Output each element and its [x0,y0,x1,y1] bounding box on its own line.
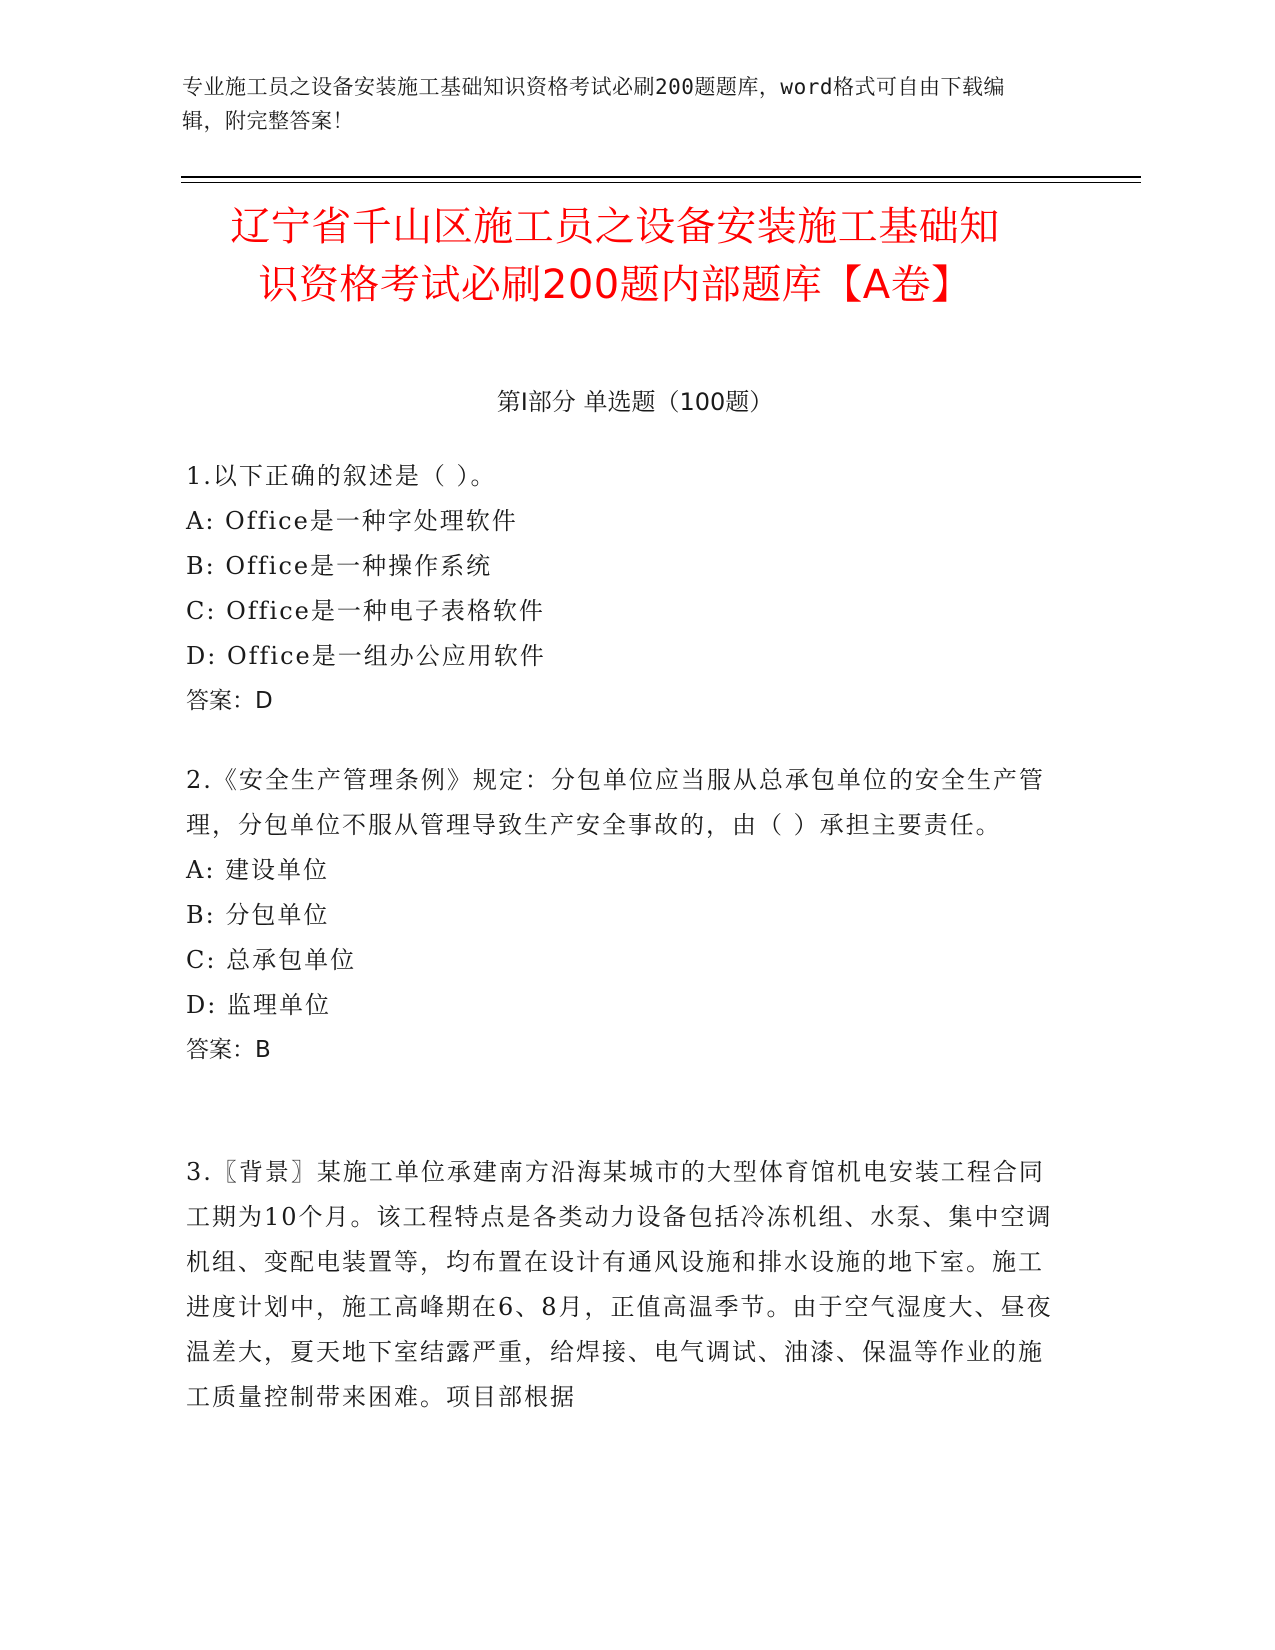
option-c: C: Office是一种电子表格软件 [186,597,545,625]
document-title-line-2: 识资格考试必刷200题内部题库【A卷】 [258,262,972,308]
header-note: 专业施工员之设备安装施工基础知识资格考试必刷200题题库，word格式可自由下载编辑，附完整答案！ [182,75,1005,133]
question-2 [186,758,1056,1073]
option-a: A: Office是一种字处理软件 [186,507,518,535]
header-divider [181,176,1141,178]
answer-label: 答案： [186,688,255,714]
option-b: B: Office是一种操作系统 [186,552,493,580]
answer-value: B [255,1037,271,1063]
header-divider-thin [181,182,1141,183]
option-d: D: 监理单位 [186,991,331,1019]
section-heading: 第I部分 单选题（100题） [496,388,774,416]
question-stem: 1.以下正确的叙述是（ ）。 [186,462,497,490]
answer-line [186,1028,1056,1073]
option-c: C: 总承包单位 [186,946,357,974]
document-title [160,198,1070,314]
document-title-line-1: 辽宁省千山区施工员之设备安装施工基础知 [230,204,1000,250]
answer-value: D [255,688,273,714]
question-stem: 2.《安全生产管理条例》规定：分包单位应当服从总承包单位的安全生产管理，分包单位不服从管理导致生产安全事故的，由（ ）承担主要责任。 [186,766,1045,839]
option-a: A: 建设单位 [186,856,330,884]
option-d: D: Office是一组办公应用软件 [186,642,546,670]
question-1 [186,454,1056,724]
question-stem: 3.〖背景〗某施工单位承建南方沿海某城市的大型体育馆机电安装工程合同工期为10个月。该工程特点是各类动力设备包括冷冻机组、水泵、集中空调机组、变配电装置等，均布置在设计有通风设施和排水设施的地下室。施工进度计划中，施工高峰期在6、8月，正值高温季节。由于空气湿度大、昼夜温差大，夏天地下室结露严重，给焊接、电气调试、油漆、保温等作业的施工质量控制带来困难。项目部根据 [186,1158,1053,1411]
question-3 [186,1150,1056,1420]
answer-label: 答案： [186,1037,255,1063]
answer-line [186,679,1056,724]
option-b: B: 分包单位 [186,901,330,929]
